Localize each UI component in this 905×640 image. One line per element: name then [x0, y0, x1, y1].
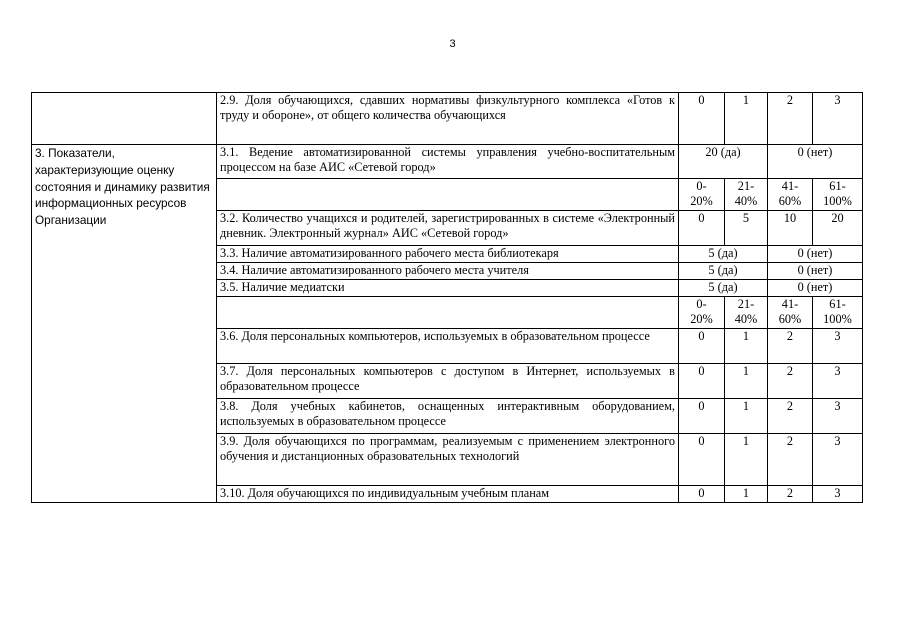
indicator-text: 3.5. Наличие медиатски — [217, 280, 679, 297]
score-cell: 1 — [725, 329, 768, 364]
score-cell: 3 — [813, 329, 863, 364]
yes-score-cell: 5 (да) — [679, 280, 768, 297]
range-header: 21- 40% — [725, 297, 768, 329]
score-cell: 3 — [813, 434, 863, 486]
range-header: 41- 60% — [768, 297, 813, 329]
score-cell: 2 — [768, 486, 813, 503]
table-row — [32, 93, 863, 145]
range-header: 61- 100% — [813, 179, 863, 211]
indicator-text: 3.2. Количество учащихся и родителей, зарегистрированных в системе «Электронный дневник. Электронный журнал» АИС «Сетевой город» — [217, 211, 679, 246]
score-cell: 3 — [813, 93, 863, 145]
page-number: 3 — [449, 38, 456, 50]
yes-score-cell: 20 (да) — [679, 145, 768, 179]
indicator-text: 3.10. Доля обучающихся по индивидуальным учебным планам — [217, 486, 679, 503]
indicator-text: 3.6. Доля персональных компьютеров, используемых в образовательном процессе — [217, 329, 679, 364]
indicator-text: 3.8. Доля учебных кабинетов, оснащенных интерактивным оборудованием, используемых в образовательном процессе — [217, 399, 679, 434]
score-cell: 0 — [679, 486, 725, 503]
score-cell: 0 — [679, 434, 725, 486]
score-cell: 2 — [768, 434, 813, 486]
score-cell: 1 — [725, 434, 768, 486]
yes-score-cell: 5 (да) — [679, 246, 768, 263]
indicator-text: 2.9. Доля обучающихся, сдавших нормативы физкультурного комплекса «Готов к труду и обороне», от общего количества обучающихся — [217, 93, 679, 145]
range-header: 0- 20% — [679, 179, 725, 211]
no-score-cell: 0 (нет) — [768, 263, 863, 280]
category-cell-empty — [32, 93, 217, 145]
no-score-cell: 0 (нет) — [768, 280, 863, 297]
range-header: 61- 100% — [813, 297, 863, 329]
score-cell: 10 — [768, 211, 813, 246]
score-cell: 0 — [679, 364, 725, 399]
empty-cell — [217, 179, 679, 211]
score-cell: 3 — [813, 399, 863, 434]
score-cell: 0 — [679, 211, 725, 246]
indicator-text: 3.4. Наличие автоматизированного рабочего места учителя — [217, 263, 679, 280]
yes-score-cell: 5 (да) — [679, 263, 768, 280]
indicator-text: 3.9. Доля обучающихся по программам, реализуемым с применением электронного обучения и дистанционных образовательных технологий — [217, 434, 679, 486]
indicator-text: 3.7. Доля персональных компьютеров с доступом в Интернет, используемых в образовательном процессе — [217, 364, 679, 399]
score-cell: 0 — [679, 399, 725, 434]
score-cell: 3 — [813, 364, 863, 399]
indicator-text: 3.3. Наличие автоматизированного рабочего места библиотекаря — [217, 246, 679, 263]
score-cell: 0 — [679, 93, 725, 145]
range-header: 21- 40% — [725, 179, 768, 211]
score-cell: 3 — [813, 486, 863, 503]
score-cell: 0 — [679, 329, 725, 364]
score-cell: 1 — [725, 93, 768, 145]
score-cell: 1 — [725, 364, 768, 399]
range-header: 41- 60% — [768, 179, 813, 211]
category-cell: 3. Показатели, характеризующие оценку состояния и динамику развития информационных ресурсов Организации — [32, 145, 217, 503]
indicator-text: 3.1. Ведение автоматизированной системы управления учебно-воспитательным процессом на базе АИС «Сетевой город» — [217, 145, 679, 179]
empty-cell — [217, 297, 679, 329]
score-cell: 1 — [725, 399, 768, 434]
score-cell: 2 — [768, 399, 813, 434]
score-cell: 2 — [768, 93, 813, 145]
table-row — [32, 145, 863, 179]
no-score-cell: 0 (нет) — [768, 145, 863, 179]
no-score-cell: 0 (нет) — [768, 246, 863, 263]
score-cell: 2 — [768, 329, 813, 364]
score-cell: 2 — [768, 364, 813, 399]
score-cell: 20 — [813, 211, 863, 246]
range-header: 0- 20% — [679, 297, 725, 329]
score-cell: 5 — [725, 211, 768, 246]
score-cell: 1 — [725, 486, 768, 503]
criteria-table — [31, 92, 863, 503]
